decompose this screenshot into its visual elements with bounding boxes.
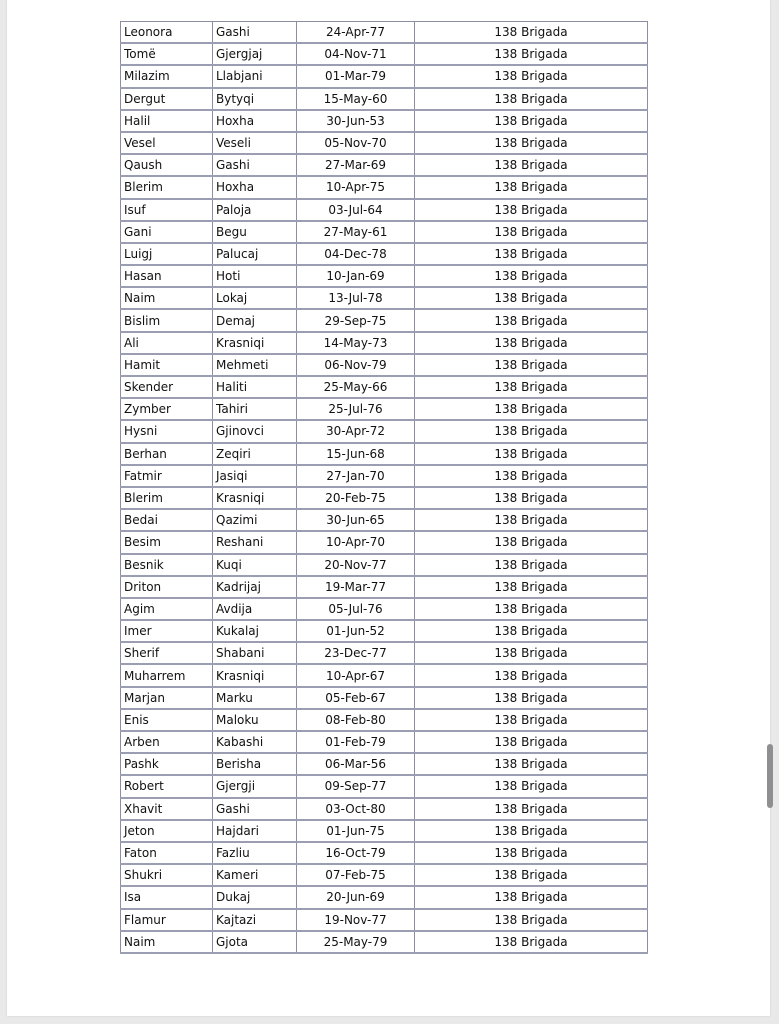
birth-date-cell: 20-Feb-75: [297, 487, 415, 509]
birth-date-cell: 01-Jun-52: [297, 620, 415, 642]
unit-cell: 138 Brigada: [415, 110, 648, 132]
table-row: [121, 731, 648, 753]
table-row: [121, 798, 648, 820]
last-name-cell: Hoxha: [213, 176, 297, 198]
table-row: [121, 176, 648, 198]
birth-date-cell: 05-Nov-70: [297, 132, 415, 154]
unit-cell: 138 Brigada: [415, 775, 648, 797]
unit-cell: 138 Brigada: [415, 265, 648, 287]
unit-cell: 138 Brigada: [415, 931, 648, 953]
first-name-cell: Pashk: [121, 753, 213, 775]
last-name-cell: Berisha: [213, 753, 297, 775]
roster-table-body: [121, 22, 648, 953]
first-name-cell: Arben: [121, 731, 213, 753]
first-name-cell: Blerim: [121, 176, 213, 198]
last-name-cell: Reshani: [213, 531, 297, 553]
unit-cell: 138 Brigada: [415, 309, 648, 331]
last-name-cell: Krasniqi: [213, 487, 297, 509]
table-row: [121, 443, 648, 465]
birth-date-cell: 13-Jul-78: [297, 287, 415, 309]
unit-cell: 138 Brigada: [415, 22, 648, 44]
last-name-cell: Gashi: [213, 154, 297, 176]
unit-cell: 138 Brigada: [415, 820, 648, 842]
birth-date-cell: 29-Sep-75: [297, 309, 415, 331]
unit-cell: 138 Brigada: [415, 487, 648, 509]
last-name-cell: Maloku: [213, 709, 297, 731]
table-row: [121, 398, 648, 420]
first-name-cell: Hasan: [121, 265, 213, 287]
last-name-cell: Krasniqi: [213, 332, 297, 354]
table-row: [121, 199, 648, 221]
first-name-cell: Imer: [121, 620, 213, 642]
table-row: [121, 287, 648, 309]
last-name-cell: Kukalaj: [213, 620, 297, 642]
first-name-cell: Isa: [121, 886, 213, 908]
table-row: [121, 554, 648, 576]
table-row: [121, 709, 648, 731]
birth-date-cell: 16-Oct-79: [297, 842, 415, 864]
unit-cell: 138 Brigada: [415, 465, 648, 487]
first-name-cell: Milazim: [121, 65, 213, 87]
last-name-cell: Mehmeti: [213, 354, 297, 376]
last-name-cell: Lokaj: [213, 287, 297, 309]
first-name-cell: Muharrem: [121, 664, 213, 686]
birth-date-cell: 15-May-60: [297, 88, 415, 110]
table-row: [121, 820, 648, 842]
last-name-cell: Avdija: [213, 598, 297, 620]
birth-date-cell: 20-Nov-77: [297, 554, 415, 576]
table-row: [121, 531, 648, 553]
first-name-cell: Xhavit: [121, 798, 213, 820]
birth-date-cell: 19-Nov-77: [297, 909, 415, 931]
first-name-cell: Shukri: [121, 864, 213, 886]
first-name-cell: Luigj: [121, 243, 213, 265]
table-row: [121, 154, 648, 176]
unit-cell: 138 Brigada: [415, 354, 648, 376]
unit-cell: 138 Brigada: [415, 731, 648, 753]
birth-date-cell: 06-Nov-79: [297, 354, 415, 376]
last-name-cell: Llabjani: [213, 65, 297, 87]
first-name-cell: Ali: [121, 332, 213, 354]
first-name-cell: Bislim: [121, 309, 213, 331]
first-name-cell: Hysni: [121, 420, 213, 442]
table-row: [121, 576, 648, 598]
last-name-cell: Palucaj: [213, 243, 297, 265]
table-row: [121, 664, 648, 686]
table-row: [121, 864, 648, 886]
first-name-cell: Blerim: [121, 487, 213, 509]
birth-date-cell: 30-Jun-65: [297, 509, 415, 531]
first-name-cell: Bedai: [121, 509, 213, 531]
first-name-cell: Halil: [121, 110, 213, 132]
birth-date-cell: 25-May-66: [297, 376, 415, 398]
first-name-cell: Driton: [121, 576, 213, 598]
first-name-cell: Vesel: [121, 132, 213, 154]
table-row: [121, 598, 648, 620]
unit-cell: 138 Brigada: [415, 132, 648, 154]
first-name-cell: Jeton: [121, 820, 213, 842]
last-name-cell: Kuqi: [213, 554, 297, 576]
table-row: [121, 642, 648, 664]
first-name-cell: Qaush: [121, 154, 213, 176]
unit-cell: 138 Brigada: [415, 398, 648, 420]
birth-date-cell: 10-Apr-67: [297, 664, 415, 686]
unit-cell: 138 Brigada: [415, 576, 648, 598]
unit-cell: 138 Brigada: [415, 886, 648, 908]
birth-date-cell: 10-Apr-70: [297, 531, 415, 553]
birth-date-cell: 04-Nov-71: [297, 43, 415, 65]
birth-date-cell: 27-Jan-70: [297, 465, 415, 487]
birth-date-cell: 24-Apr-77: [297, 22, 415, 44]
table-row: [121, 88, 648, 110]
last-name-cell: Zeqiri: [213, 443, 297, 465]
first-name-cell: Dergut: [121, 88, 213, 110]
last-name-cell: Dukaj: [213, 886, 297, 908]
last-name-cell: Qazimi: [213, 509, 297, 531]
unit-cell: 138 Brigada: [415, 598, 648, 620]
first-name-cell: Naim: [121, 931, 213, 953]
first-name-cell: Gani: [121, 221, 213, 243]
first-name-cell: Robert: [121, 775, 213, 797]
birth-date-cell: 30-Jun-53: [297, 110, 415, 132]
last-name-cell: Paloja: [213, 199, 297, 221]
last-name-cell: Demaj: [213, 309, 297, 331]
unit-cell: 138 Brigada: [415, 287, 648, 309]
first-name-cell: Marjan: [121, 687, 213, 709]
unit-cell: 138 Brigada: [415, 864, 648, 886]
unit-cell: 138 Brigada: [415, 332, 648, 354]
unit-cell: 138 Brigada: [415, 531, 648, 553]
table-row: [121, 309, 648, 331]
unit-cell: 138 Brigada: [415, 664, 648, 686]
table-row: [121, 753, 648, 775]
table-row: [121, 243, 648, 265]
table-row: [121, 931, 648, 953]
unit-cell: 138 Brigada: [415, 687, 648, 709]
unit-cell: 138 Brigada: [415, 753, 648, 775]
table-row: [121, 465, 648, 487]
last-name-cell: Gashi: [213, 798, 297, 820]
unit-cell: 138 Brigada: [415, 509, 648, 531]
last-name-cell: Hoti: [213, 265, 297, 287]
birth-date-cell: 10-Apr-75: [297, 176, 415, 198]
birth-date-cell: 06-Mar-56: [297, 753, 415, 775]
unit-cell: 138 Brigada: [415, 376, 648, 398]
unit-cell: 138 Brigada: [415, 199, 648, 221]
first-name-cell: Besnik: [121, 554, 213, 576]
table-row: [121, 687, 648, 709]
unit-cell: 138 Brigada: [415, 154, 648, 176]
first-name-cell: Enis: [121, 709, 213, 731]
last-name-cell: Veseli: [213, 132, 297, 154]
last-name-cell: Gashi: [213, 22, 297, 44]
birth-date-cell: 05-Jul-76: [297, 598, 415, 620]
unit-cell: 138 Brigada: [415, 243, 648, 265]
table-row: [121, 43, 648, 65]
unit-cell: 138 Brigada: [415, 909, 648, 931]
first-name-cell: Berhan: [121, 443, 213, 465]
last-name-cell: Kabashi: [213, 731, 297, 753]
table-row: [121, 420, 648, 442]
unit-cell: 138 Brigada: [415, 420, 648, 442]
birth-date-cell: 23-Dec-77: [297, 642, 415, 664]
document-page: [7, 0, 770, 1016]
birth-date-cell: 30-Apr-72: [297, 420, 415, 442]
last-name-cell: Kadrijaj: [213, 576, 297, 598]
last-name-cell: Kameri: [213, 864, 297, 886]
first-name-cell: Flamur: [121, 909, 213, 931]
last-name-cell: Gjinovci: [213, 420, 297, 442]
birth-date-cell: 04-Dec-78: [297, 243, 415, 265]
table-row: [121, 265, 648, 287]
last-name-cell: Gjota: [213, 931, 297, 953]
first-name-cell: Agim: [121, 598, 213, 620]
unit-cell: 138 Brigada: [415, 88, 648, 110]
birth-date-cell: 01-Jun-75: [297, 820, 415, 842]
table-row: [121, 509, 648, 531]
birth-date-cell: 27-Mar-69: [297, 154, 415, 176]
unit-cell: 138 Brigada: [415, 176, 648, 198]
first-name-cell: Faton: [121, 842, 213, 864]
first-name-cell: Fatmir: [121, 465, 213, 487]
table-row: [121, 354, 648, 376]
birth-date-cell: 20-Jun-69: [297, 886, 415, 908]
first-name-cell: Isuf: [121, 199, 213, 221]
first-name-cell: Naim: [121, 287, 213, 309]
birth-date-cell: 10-Jan-69: [297, 265, 415, 287]
birth-date-cell: 25-May-79: [297, 931, 415, 953]
unit-cell: 138 Brigada: [415, 443, 648, 465]
unit-cell: 138 Brigada: [415, 798, 648, 820]
birth-date-cell: 03-Oct-80: [297, 798, 415, 820]
table-row: [121, 332, 648, 354]
table-row: [121, 132, 648, 154]
last-name-cell: Gjergjaj: [213, 43, 297, 65]
birth-date-cell: 09-Sep-77: [297, 775, 415, 797]
table-row: [121, 376, 648, 398]
unit-cell: 138 Brigada: [415, 620, 648, 642]
unit-cell: 138 Brigada: [415, 65, 648, 87]
last-name-cell: Marku: [213, 687, 297, 709]
last-name-cell: Tahiri: [213, 398, 297, 420]
last-name-cell: Haliti: [213, 376, 297, 398]
unit-cell: 138 Brigada: [415, 554, 648, 576]
last-name-cell: Shabani: [213, 642, 297, 664]
table-row: [121, 65, 648, 87]
last-name-cell: Jasiqi: [213, 465, 297, 487]
birth-date-cell: 01-Feb-79: [297, 731, 415, 753]
last-name-cell: Kajtazi: [213, 909, 297, 931]
last-name-cell: Krasniqi: [213, 664, 297, 686]
unit-cell: 138 Brigada: [415, 43, 648, 65]
table-row: [121, 620, 648, 642]
first-name-cell: Zymber: [121, 398, 213, 420]
table-row: [121, 487, 648, 509]
unit-cell: 138 Brigada: [415, 642, 648, 664]
last-name-cell: Fazliu: [213, 842, 297, 864]
birth-date-cell: 03-Jul-64: [297, 199, 415, 221]
first-name-cell: Leonora: [121, 22, 213, 44]
first-name-cell: Besim: [121, 531, 213, 553]
last-name-cell: Gjergji: [213, 775, 297, 797]
vertical-scrollbar-thumb[interactable]: [767, 744, 773, 808]
unit-cell: 138 Brigada: [415, 709, 648, 731]
birth-date-cell: 01-Mar-79: [297, 65, 415, 87]
first-name-cell: Tomë: [121, 43, 213, 65]
last-name-cell: Begu: [213, 221, 297, 243]
birth-date-cell: 14-May-73: [297, 332, 415, 354]
table-row: [121, 22, 648, 44]
first-name-cell: Sherif: [121, 642, 213, 664]
table-row: [121, 110, 648, 132]
first-name-cell: Hamit: [121, 354, 213, 376]
birth-date-cell: 27-May-61: [297, 221, 415, 243]
last-name-cell: Bytyqi: [213, 88, 297, 110]
birth-date-cell: 05-Feb-67: [297, 687, 415, 709]
table-row: [121, 842, 648, 864]
unit-cell: 138 Brigada: [415, 221, 648, 243]
unit-cell: 138 Brigada: [415, 842, 648, 864]
birth-date-cell: 08-Feb-80: [297, 709, 415, 731]
birth-date-cell: 07-Feb-75: [297, 864, 415, 886]
table-row: [121, 775, 648, 797]
roster-table: [120, 21, 648, 954]
birth-date-cell: 15-Jun-68: [297, 443, 415, 465]
table-row: [121, 221, 648, 243]
last-name-cell: Hoxha: [213, 110, 297, 132]
last-name-cell: Hajdari: [213, 820, 297, 842]
table-row: [121, 886, 648, 908]
table-row: [121, 909, 648, 931]
first-name-cell: Skender: [121, 376, 213, 398]
birth-date-cell: 25-Jul-76: [297, 398, 415, 420]
birth-date-cell: 19-Mar-77: [297, 576, 415, 598]
